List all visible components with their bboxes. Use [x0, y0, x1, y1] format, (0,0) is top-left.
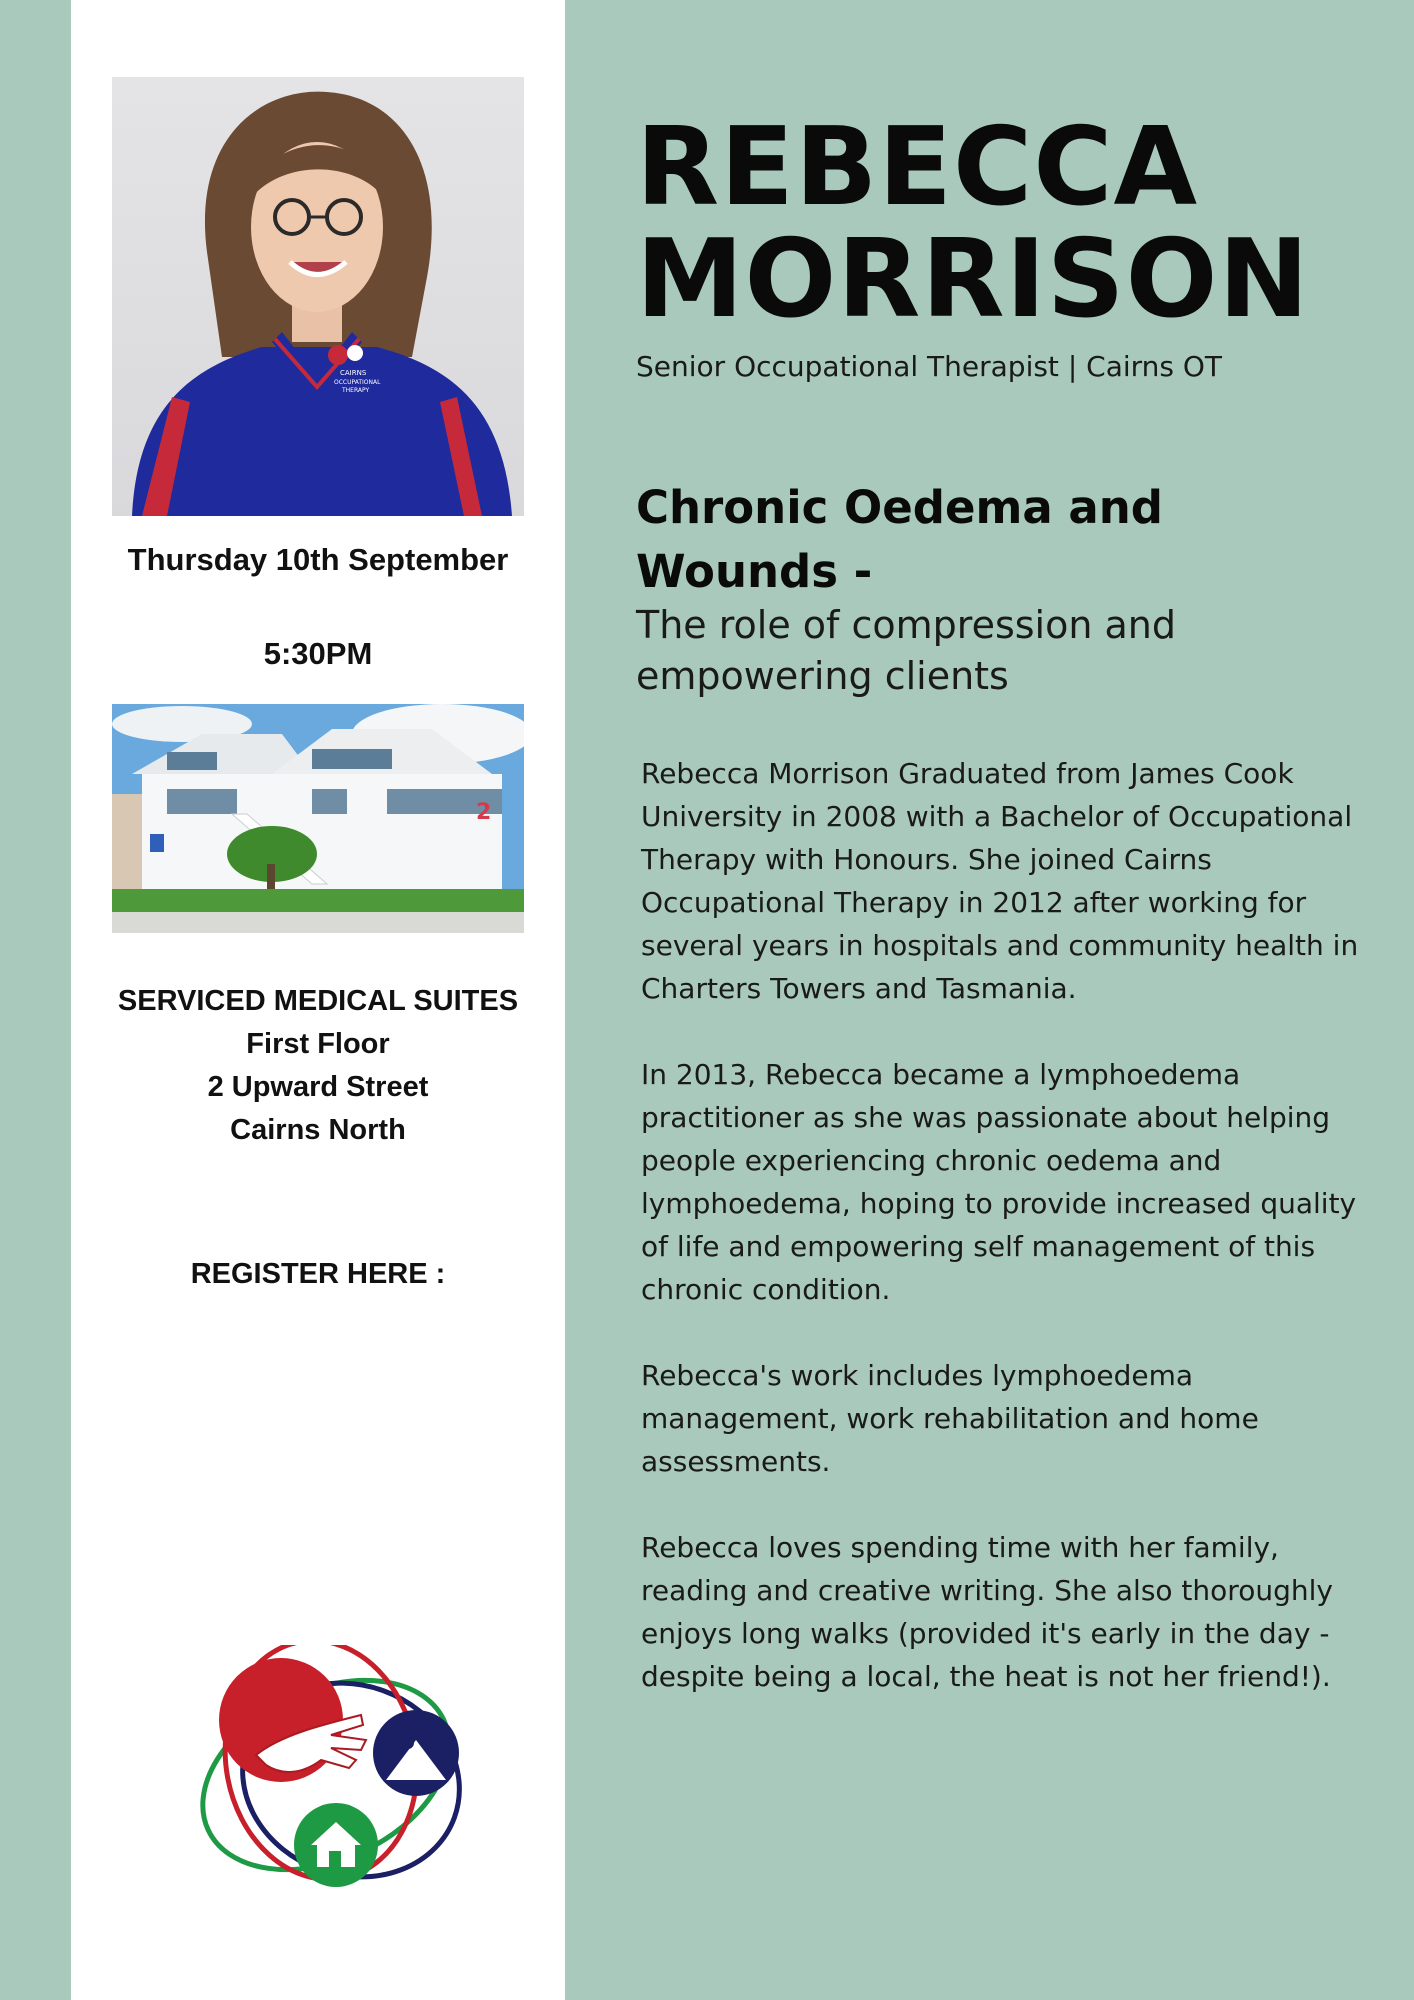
address-line-3: 2 Upward Street: [207, 1071, 429, 1103]
shirt-logo-line-1: CAIRNS: [340, 369, 367, 377]
bio-paragraph-personal: Rebecca loves spending time with her family, reading and creative writing. She also thoroughly enjoys long walks (provided it's early in the day - despite being a local, the heat is not her friend!).: [641, 1531, 1333, 1693]
shirt-logo-line-3: THERAPY: [342, 387, 370, 394]
talk-title: [636, 476, 1163, 604]
left-column: [71, 0, 565, 2000]
speaker-photo: [112, 77, 524, 516]
address-line-4: Cairns North: [230, 1114, 406, 1146]
building-number: 2: [476, 800, 492, 825]
speaker-name-line-2: MORRISON: [636, 217, 1310, 342]
speaker-bio: [641, 752, 1381, 1741]
venue-building-photo: [112, 704, 524, 933]
bio-paragraph-work: Rebecca's work includes lymphoedema management, work rehabilitation and home assessments.: [641, 1359, 1259, 1478]
bio-paragraph-lymphoedema: In 2013, Rebecca became a lymphoedema practitioner as she was passionate about helping people experiencing chronic oedema and lymphoedema, hoping to provide increased quality of life and empowering self management of this chronic condition.: [641, 1058, 1357, 1306]
talk-title-line-2: Wounds -: [636, 545, 873, 598]
venue-address: [71, 980, 565, 1152]
talk-subtitle-line-2: empowering clients: [636, 654, 1009, 698]
talk-subtitle-line-1: The role of compression and: [636, 603, 1177, 647]
address-line-2: First Floor: [246, 1028, 390, 1060]
shirt-logo-line-2: OCCUPATIONAL: [334, 379, 381, 386]
speaker-name: [636, 105, 1310, 342]
register-label: REGISTER HERE :: [190, 1258, 446, 1290]
talk-subtitle: [636, 600, 1356, 702]
speaker-role: Senior Occupational Therapist | Cairns OT: [636, 350, 1223, 383]
event-date: Thursday 10th September: [127, 542, 509, 577]
event-time: 5:30PM: [263, 636, 373, 671]
talk-title-line-1: Chronic Oedema and: [636, 481, 1164, 534]
cairns-ot-logo: [171, 1645, 491, 1910]
bio-paragraph-education: Rebecca Morrison Graduated from James Cook University in 2008 with a Bachelor of Occupational Therapy with Honours. She joined Cairns Occupational Therapy in 2012 after working for several years in hospitals and community health in Charters Towers and Tasmania.: [641, 757, 1359, 1005]
speaker-name-line-1: REBECCA: [636, 105, 1199, 230]
address-line-1: SERVICED MEDICAL SUITES: [117, 985, 519, 1017]
